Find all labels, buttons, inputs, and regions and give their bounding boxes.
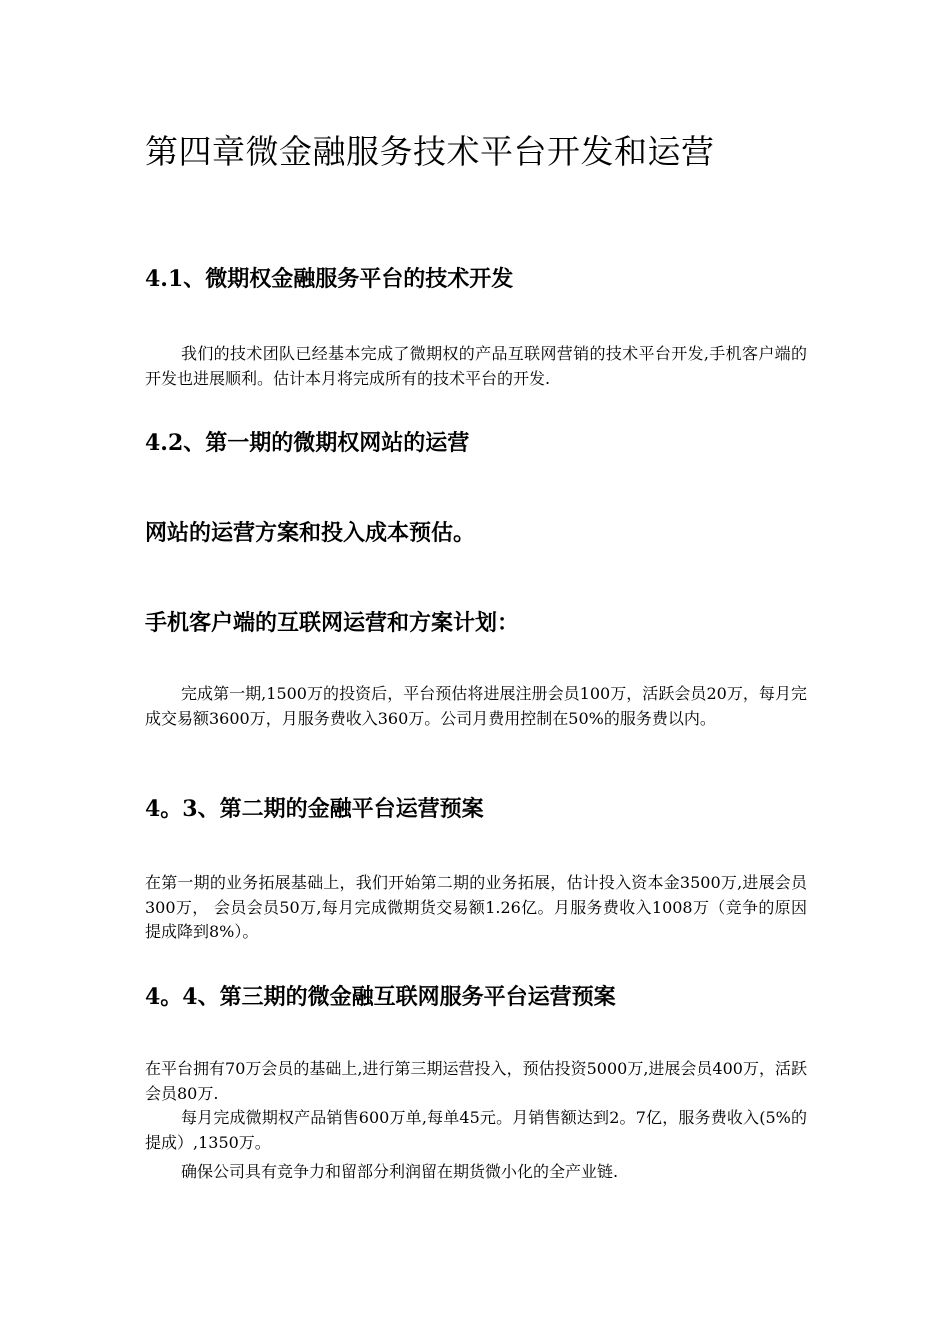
paragraph-4-3: 在第一期的业务拓展基础上，我们开始第二期的业务拓展，估计投入资本金3500万,进展会员300万， 会员会员50万,每月完成微期货交易额1.26亿。月服务费收入1008万（竞争的原因提成降到8%）。 bbox=[145, 873, 807, 941]
paragraph-4-1: 我们的技术团队已经基本完成了微期权的产品互联网营销的技术平台开发,手机客户端的开发也进展顺利。估计本月将完成所有的技术平台的开发. bbox=[145, 344, 807, 388]
paragraph-4-4-a: 在平台拥有70万会员的基础上,进行第三期运营投入，预估投资5000万,进展会员400万，活跃会员80万. bbox=[145, 1059, 807, 1103]
section-heading-4-1: 4.1、微期权金融服务平台的技术开发 bbox=[145, 266, 514, 292]
section-heading-4-3: 4。3、第二期的金融平台运营预案 bbox=[145, 796, 484, 822]
paragraph-4-4-c: 确保公司具有竞争力和留部分利润留在期货微小化的全产业链. bbox=[181, 1162, 619, 1181]
subheading-mobile-plan: 手机客户端的互联网运营和方案计划： bbox=[145, 610, 520, 636]
section-heading-4-4: 4。4、第三期的微金融互联网服务平台运营预案 bbox=[145, 984, 616, 1010]
paragraph-4-4-b: 每月完成微期权产品销售600万单,每单45元。月销售额达到2。7亿，服务费收入(5%的提成）,1350万。 bbox=[145, 1108, 807, 1152]
chapter-title: 第四章微金融服务技术平台开发和运营 bbox=[145, 132, 715, 171]
paragraph-4-2: 完成第一期,1500万的投资后，平台预估将进展注册会员100万，活跃会员20万，每月完成交易额3600万，月服务费收入360万。公司月费用控制在50%的服务费以内。 bbox=[145, 684, 807, 728]
section-heading-4-2: 4.2、第一期的微期权网站的运营 bbox=[145, 430, 470, 456]
subheading-website-plan: 网站的运营方案和投入成本预估。 bbox=[145, 520, 476, 546]
